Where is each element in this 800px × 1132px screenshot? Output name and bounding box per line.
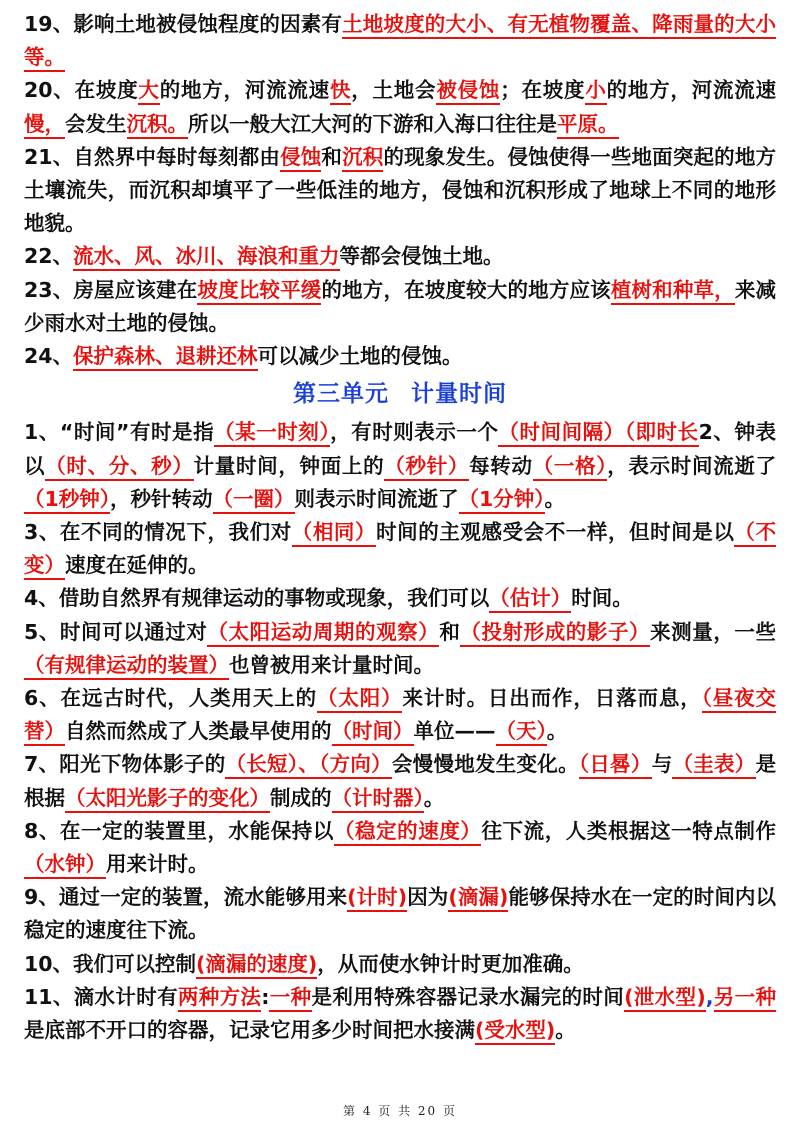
statement-text: 单位—— [413,719,496,744]
statement-text: 所以一般大江大河的下游和入海口往往是 [188,111,557,136]
answer-text: （长短）、（方向） [225,752,391,779]
answer-text: （1秒钟） [24,487,110,514]
paragraph-t3 [24,516,776,582]
answer-text: （投射形成的影子） [460,620,650,647]
statement-text: ，表示时间流逝了 [607,453,777,478]
statement-text: 8、在一定的装置里，水能保持以 [24,818,334,843]
paragraph-p24 [24,340,776,373]
answer-text: （某一时刻） [214,420,330,447]
statement-text: 9、通过一定的装置，流水能够用来 [24,885,348,910]
statement-text: 因为 [407,885,449,910]
paragraph-t6 [24,682,776,748]
answer-text: 两种方法 [178,985,261,1012]
statement-text: 19、影响土地被侵蚀程度的因素有 [24,12,343,36]
statement-text: : [261,984,270,1009]
section-title-unit: 第三单元 [293,381,389,408]
statement-text: ，从而使水钟计时更加准确。 [317,951,584,976]
answer-text: 流水、风、冰川、海浪和重力 [73,244,340,271]
statement-text: ，有时则表示一个 [330,420,499,445]
paragraph-t9 [24,881,776,947]
page-content [24,8,776,1047]
answer-text: 沉积。 [127,112,189,139]
statement-text: 的地方，河流流速 [159,78,330,103]
answer-text: 一种 [269,985,311,1012]
paragraph-p23 [24,274,776,340]
answer-text: 土地坡度的大小、有无植物覆盖、降雨量的大小等。 [24,12,776,72]
statement-text: 21、自然界中每时每刻都由 [24,144,281,169]
statement-text: 1、“时间”有时是指 [24,420,215,445]
time-section [24,416,776,1047]
statement-text: 会发生 [65,111,127,136]
answer-text: （时间间隔）（即时长 [498,420,698,447]
statement-text: 往下流，人类根据这一特点制作 [481,818,776,843]
statement-text: 等都会侵蚀土地。 [339,244,504,269]
statement-text: 是根据 [24,752,777,810]
statement-text: 24、 [24,344,74,369]
erosion-section [24,8,776,373]
answer-text: (滴漏的速度) [196,952,317,979]
answer-text: 慢， [24,112,65,139]
paragraph-t1 [24,416,776,516]
page-number-footer: 第 4 页 共 20 页 [343,1104,457,1118]
statement-text: 是底部不开口的容器，记录它用多少时间把水接满 [24,1018,475,1043]
paragraph-p21 [24,141,776,241]
statement-text: 。 [544,486,566,511]
statement-text: , [705,984,714,1009]
statement-text: ，土地会 [351,78,437,103]
paragraph-t4 [24,582,776,615]
answer-text: （日晷） [579,752,652,779]
answer-text: 沉积 [342,145,383,172]
answer-text: 植树和种草， [611,278,735,305]
answer-text: （秒针） [384,454,469,481]
answer-text: (泄水型) [624,985,706,1012]
paragraph-p19 [24,8,776,74]
statement-text: 来减少雨水对土地的侵蚀。 [24,277,777,335]
answer-text: （昼夜交替） [24,686,776,746]
statement-text: 能够保持水在一定的时间内以稳定的速度往下流。 [24,885,776,943]
answer-text: 保护森林、退耕还林 [73,344,258,371]
paragraph-p22 [24,240,776,273]
answer-text: （天） [496,719,547,746]
statement-text: 制成的 [270,785,332,810]
statement-text: 时间的主观感受会不一样，但时间是以 [376,520,735,545]
answer-text: 平原。 [557,112,619,139]
paragraph-t5 [24,616,776,682]
answer-text: (计时) [347,885,407,912]
statement-text: 会慢慢地发生变化。 [391,752,579,777]
answer-text: (滴漏) [448,885,508,912]
answer-text: （1分钟） [459,487,545,514]
statement-text: 来计时。日出而作，日落而息， [402,686,702,711]
statement-text: 22、 [24,244,74,269]
statement-text: 6、在远古时代，人类用天上的 [24,686,317,711]
answer-text: 坡度比较平缓 [197,278,321,305]
answer-text: （水钟） [24,852,106,879]
answer-text: 侵蚀 [280,145,321,172]
statement-text: 3、在不同的情况下，我们对 [24,520,292,545]
paragraph-t11 [24,981,776,1047]
statement-text: ；在坡度 [500,78,586,103]
answer-text: （一格） [533,454,608,481]
paragraph-p20 [24,74,776,140]
paragraph-t8 [24,815,776,881]
statement-text: 和 [439,619,461,644]
answer-text: （太阳） [317,686,402,713]
answer-text: （估计） [489,586,571,613]
statement-text: 11、滴水计时有 [24,984,178,1009]
statement-text: 与 [651,752,673,777]
answer-text: （太阳光影子的变化） [65,786,270,813]
answer-text: （一圈） [213,487,295,514]
statement-text: 20、在坡度 [24,78,139,103]
statement-text: 的地方，河流流速 [606,78,777,103]
section-title-topic: 计量时间 [411,381,507,408]
answer-text: （不变） [24,520,776,580]
answer-text: (受水型) [475,1018,555,1045]
statement-text: 。 [423,785,445,810]
statement-text: 每转动 [469,453,533,478]
statement-text: 7、阳光下物体影子的 [24,752,226,777]
statement-text: 时间。 [571,586,633,611]
section-title [24,378,776,411]
statement-text: 速度在延伸的。 [65,553,209,578]
statement-text: 是利用特殊容器记录水漏完的时间 [311,984,625,1009]
answer-text: （太阳运动周期的观察） [207,620,439,647]
statement-text: 。 [555,1018,576,1043]
statement-text: 23、房屋应该建在 [24,277,198,302]
statement-text: 自然而然成了人类最早使用的 [65,719,332,744]
statement-text: 和 [321,144,343,169]
statement-text: 来测量，一些 [650,619,776,644]
statement-text: 2、钟表以 [24,420,777,478]
answer-text: （时、分、秒） [45,454,193,481]
answer-text: （计时器） [332,786,424,813]
statement-text: 。 [546,719,568,744]
statement-text: 用来计时。 [106,852,209,877]
answer-text: （稳定的速度） [334,819,482,846]
statement-text: 的地方，在坡度较大的地方应该 [321,277,611,302]
statement-text: 10、我们可以控制 [24,951,197,976]
answer-text: （相同） [292,520,376,547]
statement-text: 4、借助自然界有规律运动的事物或现象，我们可以 [24,586,490,611]
answer-text: （圭表） [672,752,755,779]
answer-text: 大 [138,78,159,105]
statement-text: 也曾被用来计量时间。 [229,652,434,677]
answer-text: （有规律运动的装置） [24,653,229,680]
answer-text: 另一种 [714,985,777,1012]
statement-text: 计量时间，钟面上的 [193,453,385,478]
statement-text: 的现象发生。侵蚀使得一些地面突起的地方土壤流失，而沉积却填平了一些低洼的地方，侵蚀和沉积形成了地球上不同的地形地貌。 [24,144,777,236]
statement-text: ，秒针转动 [110,486,213,511]
answer-text: 被侵蚀 [436,78,500,105]
answer-text: 快 [330,78,351,105]
statement-text: 可以减少土地的侵蚀。 [257,344,463,369]
paragraph-t10 [24,948,776,981]
answer-text: （时间） [332,719,414,746]
statement-text: 5、时间可以通过对 [24,619,208,644]
answer-text: 小 [585,78,606,105]
paragraph-t7 [24,748,776,814]
statement-text: 则表示时间流逝了 [294,486,459,511]
